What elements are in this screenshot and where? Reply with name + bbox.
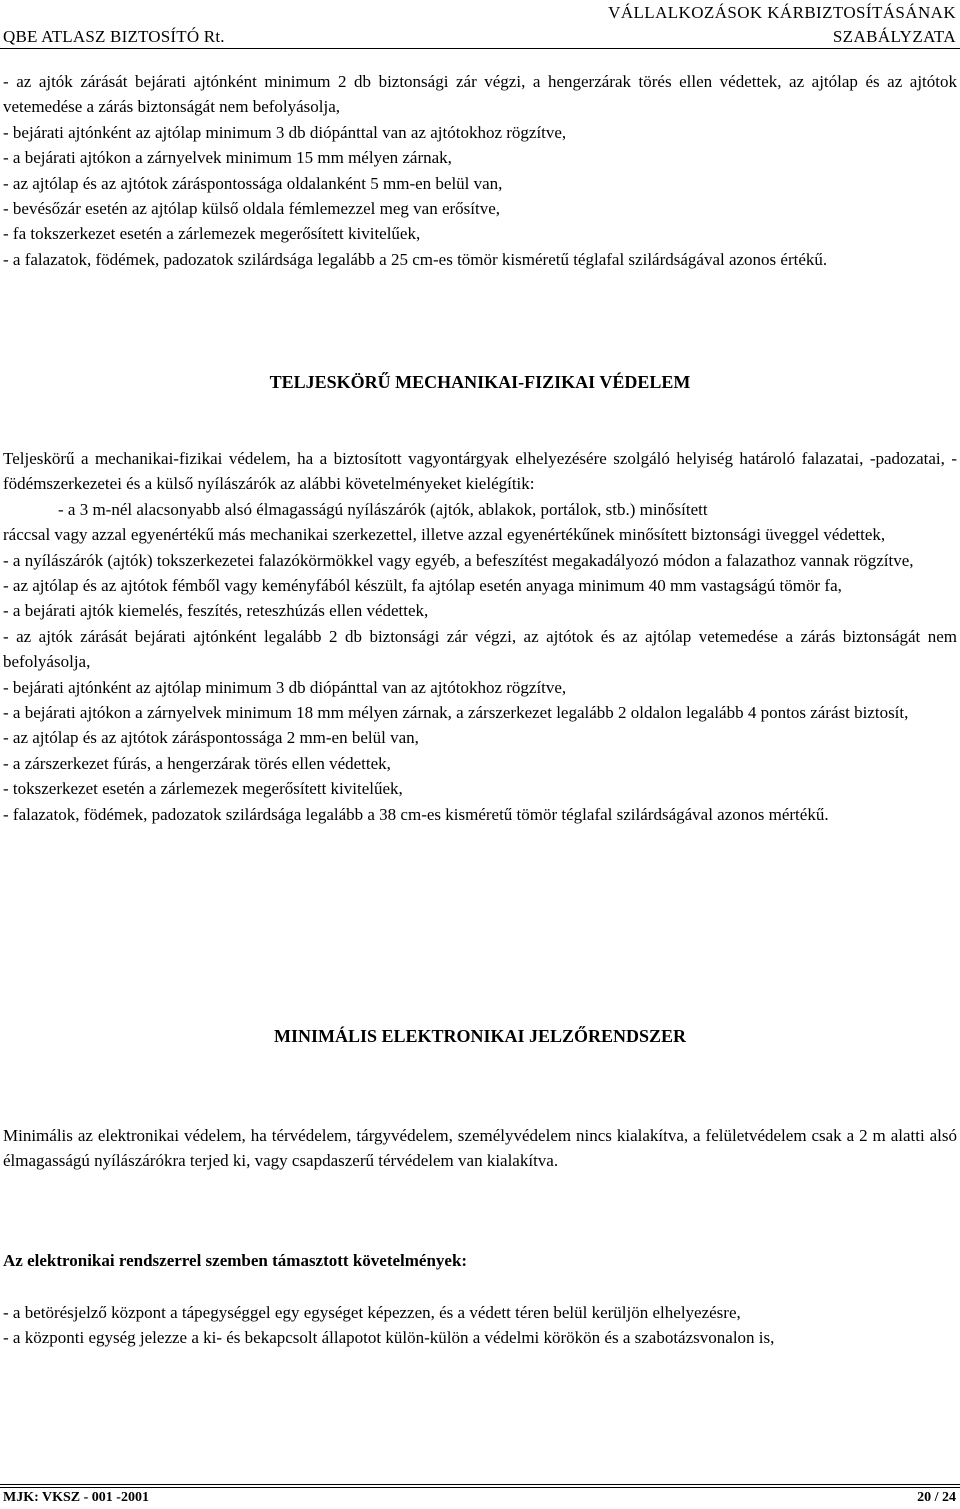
footer-rule-top xyxy=(0,1484,960,1485)
list-item: - a központi egység jelezze a ki- és bekapcsolt állapotot külön-külön a védelmi körökön és a szabotázsvonalon is, xyxy=(3,1328,775,1348)
footer-page-number: 20 / 24 xyxy=(917,1490,956,1505)
list-item: - az ajtók zárását bejárati ajtónként legalább 2 db biztonsági zár végzi, az ajtótok és az ajtólap vetemedése a zárás biztonságát nem befolyásolja, xyxy=(3,626,957,672)
list-item: - a bejárati ajtók kiemelés, feszítés, reteszhúzás ellen védettek, xyxy=(3,601,429,621)
list-item: - bejárati ajtónként az ajtólap minimum 3 db diópánttal van az ajtótokhoz rögzítve, xyxy=(3,122,567,142)
list-item: - az ajtólap és az ajtótok záráspontossága oldalanként 5 mm-en belül van, xyxy=(3,173,503,193)
header-company: QBE ATLASZ BIZTOSÍTÓ Rt. xyxy=(3,27,225,46)
list-item-first-head: - a 3 m-nél alacsonyabb alsó élmagasságú nyílászárók (ajtók, ablakok, portálok, stb.) minősített xyxy=(58,499,708,519)
full-protection-body xyxy=(3,446,957,827)
list-item-first-rest: ráccsal vagy azzal egyenértékű más mechanikai szerkezettel, illetve azzal egyenértékűnek minősített biztonsági üveggel védettek, xyxy=(3,525,886,545)
list-item: - az ajtók zárását bejárati ajtónként minimum 2 db biztonsági zár végzi, a hengerzárak törés ellen védettek, az ajtólap és az ajtótok vetemedése a zárás biztonságát nem befolyásolja, xyxy=(3,72,957,117)
header-doc-title-line2: SZABÁLYZATA xyxy=(832,27,956,46)
footer-doc-code: MJK: VKSZ - 001 -2001 xyxy=(3,1490,149,1505)
list-item: - bevésőzár esetén az ajtólap külső oldala fémlemezzel meg van erősítve, xyxy=(3,199,501,219)
list-item: - bejárati ajtónként az ajtólap minimum 3 db diópánttal van az ajtótokhoz rögzítve, xyxy=(3,677,567,697)
list-item: - az ajtólap és az ajtótok fémből vagy keményfából készült, fa ajtólap esetén anyaga minimum 40 mm vastagságú tömör fa, xyxy=(3,576,842,596)
list-item: - fa tokszerkezet esetén a zárlemezek megerősített kivitelűek, xyxy=(3,224,421,244)
section-title-requirements: Az elektronikai rendszerrel szemben támasztott követelmények: xyxy=(3,1251,468,1270)
section-title-full-protection: TELJESKÖRŰ MECHANIKAI-FIZIKAI VÉDELEM xyxy=(269,372,691,392)
footer-rule-bottom xyxy=(0,1487,960,1488)
page-header xyxy=(0,0,960,50)
list-item: - a bejárati ajtókon a zárnyelvek minimum 18 mm mélyen zárnak, a zárszerkezet legalább 2 oldalon legalább 4 pontos zárást biztosít, xyxy=(3,703,909,723)
section-intro: Teljeskörű a mechanikai-fizikai védelem, ha a biztosított vagyontárgyak elhelyezésére szolgáló helyiség határoló falazatai, -padozatai, -födémszerkezetei és a külső nyílászárók az alábbi követelményeket kielégítik: xyxy=(3,449,957,494)
top-requirements-list xyxy=(3,69,957,272)
list-item: - a bejárati ajtókon a zárnyelvek minimum 15 mm mélyen zárnak, xyxy=(3,148,452,168)
header-doc-title-line1: VÁLLALKOZÁSOK KÁRBIZTOSÍTÁSÁNAK xyxy=(608,3,956,22)
list-item: - tokszerkezet esetén a zárlemezek megerősített kivitelűek, xyxy=(3,779,403,799)
section-title-minimal-alarm: MINIMÁLIS ELEKTRONIKAI JELZŐRENDSZER xyxy=(273,1026,687,1046)
section-paragraph: Minimális az elektronikai védelem, ha térvédelem, tárgyvédelem, személyvédelem nincs kialakítva, a felületvédelem csak a 2 m alatti alsó élmagasságú nyílászárókra terjed ki, vagy csapdaszerű térvédelem van kialakítva. xyxy=(3,1126,957,1171)
header-rule xyxy=(0,48,960,49)
list-item: - falazatok, födémek, padozatok szilárdsága legalább a 38 cm-es kisméretű tömör téglafal szilárdságával azonos mértékű. xyxy=(3,804,829,824)
list-item: - a nyílászárók (ajtók) tokszerkezetei falazókörmökkel vagy egyéb, a befeszítést megakadályozó módon a falazathoz vannak rögzítve, xyxy=(3,550,914,570)
list-item: - a betörésjelző központ a tápegységgel egy egységet képezzen, és a védett téren belül kerüljön elhelyezésre, xyxy=(3,1303,741,1322)
list-item: - az ajtólap és az ajtótok záráspontossága 2 mm-en belül van, xyxy=(3,728,419,748)
list-item: - a falazatok, födémek, padozatok szilárdsága legalább a 25 cm-es tömör kisméretű téglafal szilárdságával azonos értékű. xyxy=(3,249,828,269)
minimal-alarm-body xyxy=(3,1123,957,1174)
list-item: - a zárszerkezet fúrás, a hengerzárak törés ellen védettek, xyxy=(3,753,391,773)
electronic-requirements-list xyxy=(3,1300,957,1351)
